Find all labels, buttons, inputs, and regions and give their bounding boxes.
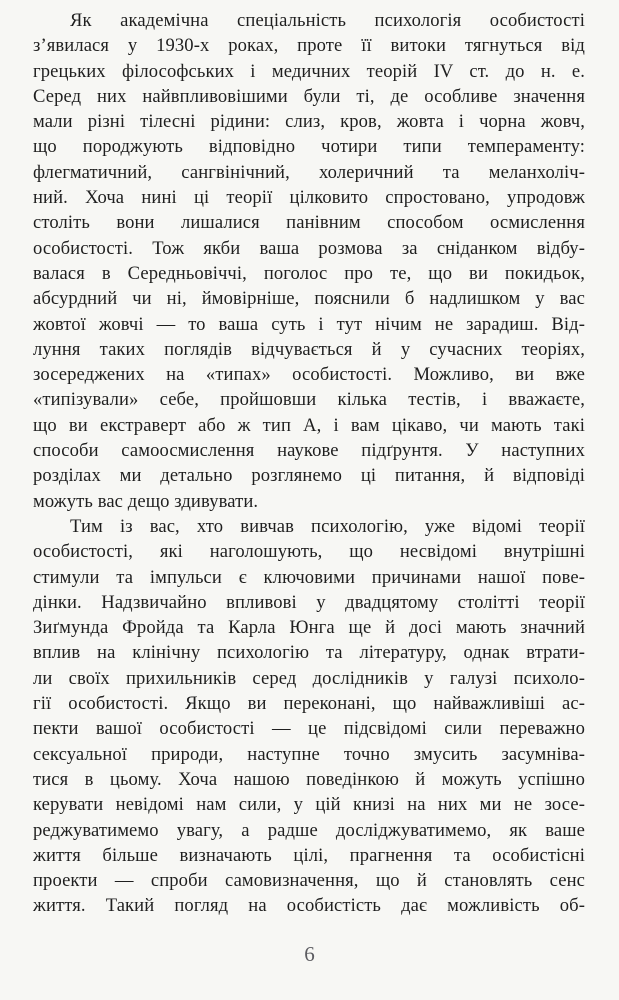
text-line: ли своїх прихильників серед дослідників у галузі психоло-	[33, 667, 585, 689]
text-line: «типізували» себе, пройшовши кілька тестів, і вважаєте,	[33, 389, 585, 411]
page-number: 6	[304, 942, 315, 966]
page-footer	[0, 942, 619, 967]
text-line: що ви екстраверт або ж тип А, і вам цікаво, чи мають такі	[33, 414, 585, 436]
text-line: з’явилася у 1930-х роках, проте її витоки тягнуться від	[33, 35, 585, 57]
text-line: стимули та імпульси є ключовими причинами нашої пове-	[33, 566, 585, 588]
text-line: Серед них найвпливовішими були ті, де особливе значення	[33, 85, 585, 107]
text-line: життя. Такий погляд на особистість дає можливість об-	[33, 895, 585, 917]
text-line: грецьких філософських і медичних теорій IV ст. до н. е.	[33, 60, 585, 82]
text-line: валася в Середньовіччі, поголос про те, що ви покидьок,	[33, 262, 585, 284]
text-line: жовтої жовчі — то ваша суть і тут нічим не зарадиш. Від-	[33, 313, 585, 335]
text-line: особистості. Тож якби ваша розмова за сніданком відбу-	[33, 237, 585, 259]
text-line: життя більше визначають цілі, прагнення та особистісні	[33, 844, 585, 866]
text-line: зосереджених на «типах» особистості. Можливо, ви вже	[33, 364, 585, 386]
text-line: пекти вашої особистості — це підсвідомі сили переважно	[33, 718, 585, 740]
text-line: тися в цьому. Хоча нашою поведінкою й можуть успішно	[33, 768, 585, 790]
text-line: розділах ми детально розглянемо ці питання, й відповіді	[33, 465, 585, 487]
text-line: способи самоосмислення наукове підґрунтя. У наступних	[33, 440, 585, 462]
text-line: можуть вас дещо здивувати.	[33, 490, 259, 512]
paragraph	[33, 514, 585, 919]
text-line: Тим із вас, хто вивчав психологію, уже відомі теорії	[70, 515, 585, 537]
text-line: керувати невідомі нам сили, у цій книзі на них ми не зосе-	[33, 794, 585, 816]
text-line: вплив на клінічну психологію та літературу, однак втрати-	[33, 642, 585, 664]
text-line: проекти — спроби самовизначення, що й становлять сенс	[33, 870, 585, 892]
text-line: гії особистості. Якщо ви переконані, що найважливіші ас-	[33, 693, 585, 715]
text-line: Як академічна спеціальність психологія особистості	[70, 10, 585, 31]
text-line: особистості, які наголошують, що несвідомі внутрішні	[33, 541, 585, 563]
text-line: луння таких поглядів відчувається й у сучасних теоріях,	[33, 338, 585, 360]
paragraph	[33, 8, 585, 514]
text-line: Зиґмунда Фройда та Карла Юнга ще й досі мають значний	[33, 617, 585, 639]
text-block	[33, 8, 585, 919]
text-line: ний. Хоча нині ці теорії цілковито спростовано, упродовж	[33, 187, 585, 209]
text-line: флегматичний, сангвінічний, холеричний та меланхоліч-	[33, 161, 585, 183]
text-line: мали різні тілесні рідини: слиз, кров, жовта і чорна жовч,	[33, 111, 585, 133]
text-line: століть вони лишалися панівним способом осмислення	[33, 212, 585, 234]
text-line: що породжують відповідно чотири типи темпераменту:	[33, 136, 585, 158]
text-line: сексуальної природи, наступне точно змусить засумніва-	[33, 743, 585, 765]
text-line: абсурдний чи ні, ймовірніше, пояснили б надлишком у вас	[33, 288, 585, 310]
text-line: дінки. Надзвичайно впливові у двадцятому столітті теорії	[33, 591, 585, 613]
text-line: реджуватимемо увагу, а радше досліджуватимемо, як ваше	[33, 819, 585, 841]
